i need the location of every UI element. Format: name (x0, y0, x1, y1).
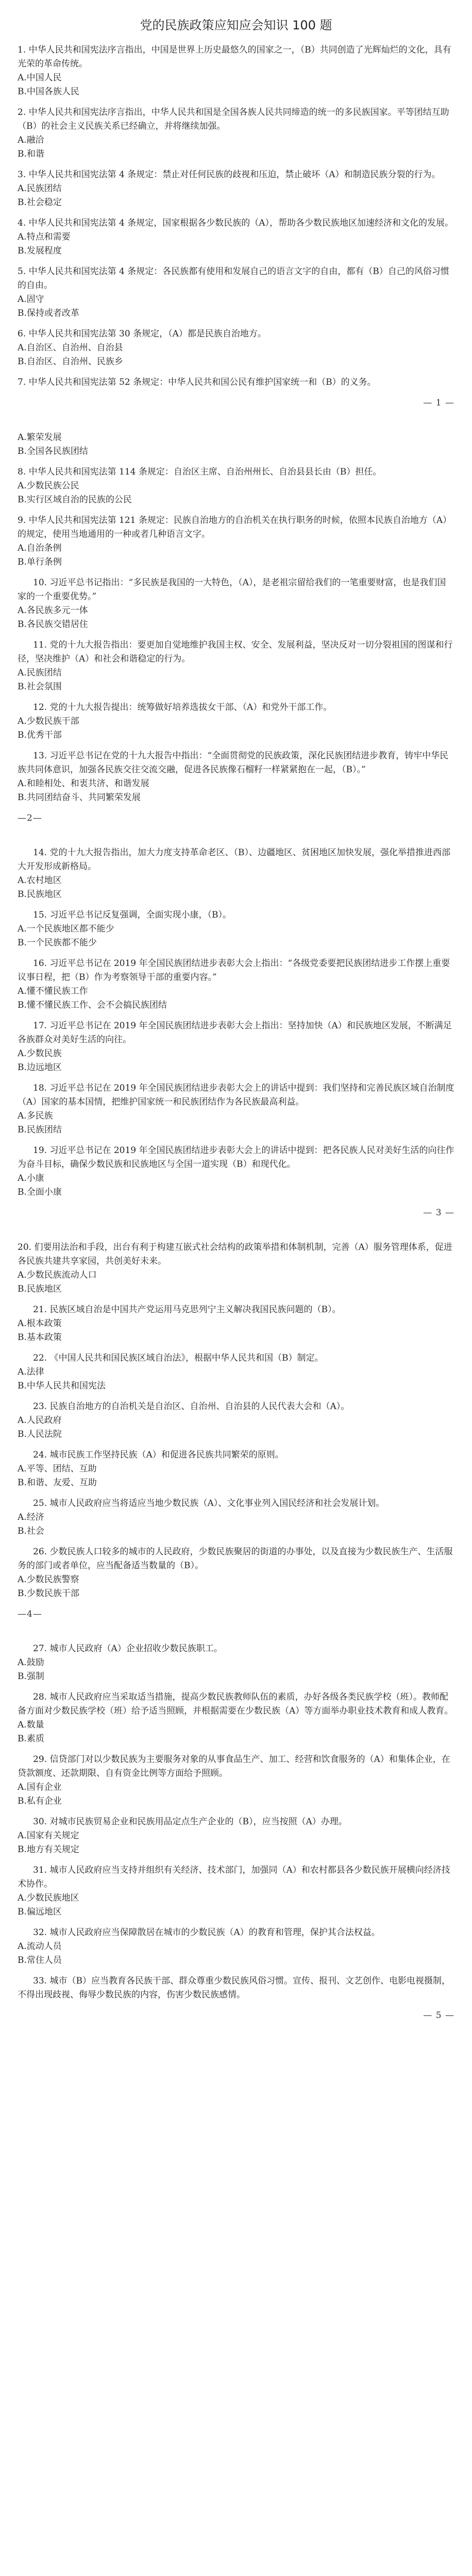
question-item (18, 1497, 454, 1538)
answer-option: B.社会稳定 (18, 197, 62, 208)
answer-option: A.少数民族地区 (18, 1893, 79, 1903)
question-text (18, 1019, 454, 1047)
question-text (18, 1241, 454, 1268)
answer-option: B.偏远地区 (18, 1907, 62, 1917)
question-text (18, 1642, 454, 1656)
question-text (18, 638, 454, 666)
answer-option: A.各民族多元一体 (18, 605, 88, 616)
question-text (18, 1144, 454, 1172)
question-number: 12. (33, 702, 47, 713)
question-body: 少数民族人口较多的城市的人民政府，少数民族聚居的街道的办事处，以及直接为少数民族生产、生活服务的部门或者单位，应当配备适当数量的（B）。 (18, 1547, 453, 1571)
answer-option: A.和睦相处、和衷共济、和谐发展 (18, 778, 149, 789)
answer-option: B.少数民族干部 (18, 1588, 79, 1599)
question-number: 11. (33, 640, 47, 650)
answer-option: A.少数民族公民 (18, 481, 79, 491)
answer-option: B.民族地区 (18, 889, 62, 900)
question-body: 习近平总书记在 2019 年全国民族团结进步表彰大会上的讲话中提到：把各民族人民对美好生活的向往作为奋斗目标，确保少数民族和民族地区与全国一道实现（B）和现代化。 (18, 1145, 454, 1170)
question-text (18, 1545, 454, 1573)
answer-option: B.地方有关规定 (18, 1844, 79, 1855)
question-text (18, 376, 454, 389)
answer-option: A.人民政府 (18, 1415, 62, 1426)
question-text (18, 1974, 454, 2002)
answer-option: A.中国人民 (18, 73, 62, 83)
question-item (18, 1081, 454, 1137)
question-number: 26. (33, 1547, 47, 1557)
answer-option: B.私有企业 (18, 1796, 62, 1806)
answer-option: A.民族团结 (18, 668, 62, 678)
question-item (18, 957, 454, 1012)
question-text (18, 265, 454, 293)
answer-option: B.社会氛围 (18, 682, 62, 692)
answer-option: B.保持或者改革 (18, 308, 79, 318)
question-body: 中华人民共和国宪法第 4 条规定，国家根据各少数民族的（A），帮助各少数民族地区加速经济和文化的发展。 (26, 218, 454, 228)
question-number: 22. (33, 1353, 47, 1363)
answer-option: B.和谐、友爱、互助 (18, 1478, 97, 1488)
document-title: 党的民族政策应知应会知识 100 题 (140, 18, 332, 32)
question-body: 习近平总书记在党的十九大报告中指出：“全面贯彻党的民族政策，深化民族团结进步教育，铸牢中华民族共同体意识，加强各民族交往交流交融，促进各民族像石榴籽一样紧紧抱在一起，（B）。” (18, 751, 449, 775)
question-body: 《中国人民共和国民族区域自治法》，根据中华人民共和国（B）制定。 (47, 1353, 324, 1363)
answer-option: B.社会 (18, 1526, 44, 1536)
answer-option: A.自治区、自治州、自治县 (18, 343, 123, 353)
question-item (18, 168, 454, 210)
question-body: 中华人民共和国宪法第 52 条规定：中华人民共和国公民有维护国家统一和（B）的义务。 (26, 377, 376, 387)
answer-option: A.国家有关规定 (18, 1831, 79, 1841)
question-text (18, 1926, 454, 1940)
question-item (18, 1926, 454, 1968)
question-item (18, 1642, 454, 1684)
question-body: 信贷部门对以少数民族为主要服务对象的从事食品生产、加工、经营和饮食服务的（A）和集体企业，在贷款额度、还款期限、自有资金比例等方面给予照顾。 (18, 1754, 450, 1778)
question-text (18, 1400, 454, 1414)
question-number: 30. (33, 1817, 47, 1827)
question-text (18, 1351, 454, 1365)
question-text (18, 1815, 454, 1829)
document-body (18, 43, 454, 2023)
question-text (18, 106, 454, 133)
question-body: 城市（B）应当教育各民族干部、群众尊重少数民族风俗习惯。宣传、报刊、文艺创作、电影电视摄制，不得出现歧视、侮辱少数民族的内容，伤害少数民族感情。 (18, 1976, 450, 2000)
question-text (18, 908, 454, 922)
question-body: 中华人民共和国宪法第 4 条规定：禁止对任何民族的歧视和压迫，禁止破坏（A）和制造民族分裂的行为。 (26, 170, 441, 180)
answer-option: A.多民族 (18, 1111, 53, 1121)
answer-option: A.一个民族地区都不能少 (18, 924, 114, 934)
question-item (18, 1400, 454, 1442)
page-number: —4— (18, 1609, 42, 1619)
question-item (18, 1351, 454, 1393)
question-body: 党的十九大报告提出：统筹做好培养选拔女干部、（A）和党外干部工作。 (47, 702, 332, 713)
question-number: 27. (33, 1643, 47, 1654)
answer-option: A.融洽 (18, 135, 44, 145)
question-item (18, 1815, 454, 1857)
question-number: 10. (33, 578, 47, 588)
answer-option: B.全国各民族团结 (18, 446, 88, 456)
answer-option: A.经济 (18, 1512, 44, 1522)
question-text (18, 168, 454, 182)
answer-option: B.各民族交错居住 (18, 619, 88, 630)
question-body: 中华人民共和国宪法序言指出，中国是世界上历史最悠久的国家之一，（B）共同创造了光辉灿烂的文化，具有光荣的革命传统。 (18, 45, 451, 69)
answer-option: B.素质 (18, 1734, 44, 1744)
answer-option: B.强制 (18, 1671, 44, 1682)
answer-option: B.民族地区 (18, 1284, 62, 1294)
question-item (18, 638, 454, 694)
answer-option: B.和谐 (18, 149, 44, 159)
question-item (18, 846, 454, 902)
question-item (18, 1690, 454, 1746)
answer-option: B.中华人民共和国宪法 (18, 1381, 106, 1391)
question-body: 习近平总书记在 2019 年全国民族团结进步表彰大会上指出：坚持加快（A）和民族地区发展，不断满足各族群众对美好生活的向往。 (18, 1021, 452, 1045)
answer-option: B.自治区、自治州、民族乡 (18, 357, 123, 367)
question-number: 31. (33, 1865, 47, 1875)
answer-option: A.特点和需要 (18, 232, 71, 242)
question-number: 25. (33, 1498, 47, 1509)
page-number: — 3 — (423, 1208, 454, 1218)
question-item (18, 514, 454, 569)
page-number: —2— (18, 813, 42, 823)
question-number: 4. (18, 218, 26, 228)
answer-option: A.平等、团结、互助 (18, 1464, 97, 1474)
question-text (18, 43, 454, 71)
question-body: 习近平总书记反复强调，全面实现小康，（B）。 (47, 910, 231, 920)
answer-option: A.数量 (18, 1720, 44, 1730)
question-body: 中华人民共和国宪法第 114 条规定：自治区主席、自治州州长、自治县县长由（B）担任。 (26, 467, 382, 477)
answer-option: A.鼓励 (18, 1657, 44, 1668)
answer-option: A.繁荣发展 (18, 432, 62, 443)
question-item (18, 701, 454, 742)
answer-option: B.单行条例 (18, 557, 62, 567)
answer-option: B.共同团结奋斗、共同繁荣发展 (18, 792, 141, 803)
question-item (18, 327, 454, 369)
question-number: 24. (33, 1450, 47, 1460)
answer-option: B.人民法院 (18, 1429, 62, 1439)
question-item (18, 376, 454, 389)
question-body: 习近平总书记指出：“多民族是我国的一大特色，（A），是老祖宗留给我们的一笔重要财富，也是我们国家的一个重要优势。” (18, 578, 446, 602)
answer-option: A.根本政策 (18, 1318, 62, 1329)
question-item (18, 431, 454, 459)
question-body: 们要用法治和手段，出台有利于构建互嵌式社会结构的政策举措和体制机制，完善（A）服务管理体系，促进各民族共建共享家园，共创美好未来。 (18, 1242, 452, 1266)
answer-option: B.基本政策 (18, 1332, 62, 1343)
question-item (18, 265, 454, 320)
answer-option: B.一个民族都不能少 (18, 938, 97, 948)
question-number: 21. (33, 1304, 47, 1315)
question-number: 18. (33, 1083, 47, 1093)
question-number: 16. (33, 958, 47, 969)
question-item (18, 749, 454, 805)
answer-option: A.懂不懂民族工作 (18, 986, 88, 996)
question-body: 城市人民政府（A）企业招收少数民族职工。 (47, 1643, 223, 1654)
answer-option: B.全面小康 (18, 1187, 62, 1197)
question-body: 城市人民政府应当将适应当地少数民族（A）、文化事业列入国民经济和社会发展计划。 (47, 1498, 385, 1509)
question-body: 习近平总书记在 2019 年全国民族团结进步表彰大会上指出：“各级党委要把民族团结进步工作摆上重要议事日程，把（B）作为考察领导干部的重要内容。” (18, 958, 450, 982)
answer-option: B.民族团结 (18, 1125, 62, 1135)
question-text (18, 216, 454, 230)
question-number: 2. (18, 107, 26, 117)
question-text (18, 701, 454, 715)
question-body: 党的十九大报告指出：要更加自觉地维护我国主权、安全、发展利益，坚决反对一切分裂祖国的图谋和行径，坚决维护（A）和社会和谐稳定的行为。 (18, 640, 453, 664)
question-item (18, 1303, 454, 1345)
question-item (18, 106, 454, 161)
question-item (18, 43, 454, 99)
question-number: 28. (33, 1692, 47, 1702)
question-number: 29. (33, 1754, 47, 1765)
question-number: 8. (18, 467, 26, 477)
answer-option: A.国有企业 (18, 1782, 62, 1792)
answer-option: B.边远地区 (18, 1062, 62, 1073)
question-item (18, 216, 454, 258)
question-body: 习近平总书记在 2019 年全国民族团结进步表彰大会上的讲话中提到：我们坚持和完善民族区域自治制度（A）国家的基本国情，把维护国家统一和民族团结作为各民族最高利益。 (18, 1083, 454, 1107)
question-body: 民族区域自治是中国共产党运用马克思列宁主义解决我国民族问题的（B）。 (47, 1304, 341, 1315)
question-number: 33. (33, 1976, 47, 1986)
question-body: 城市民族工作坚持民族（A）和促进各民族共同繁荣的原则。 (47, 1450, 284, 1460)
question-item (18, 1448, 454, 1490)
answer-option: A.法律 (18, 1367, 44, 1377)
question-body: 中华人民共和国宪法第 30 条规定，（A）都是民族自治地方。 (26, 329, 266, 339)
question-text (18, 465, 454, 479)
question-text (18, 1448, 454, 1462)
question-number: 23. (33, 1401, 47, 1412)
question-item (18, 908, 454, 950)
answer-option: B.优秀干部 (18, 730, 62, 740)
question-text (18, 1081, 454, 1109)
question-item (18, 1863, 454, 1919)
page-number: — 1 — (423, 398, 454, 408)
question-body: 中华人民共和国宪法序言指出，中华人民共和国是全国各族人民共同缔造的统一的多民族国家。平等团结互助（B）的社会主义民族关系已经确立，并将继续加强。 (18, 107, 449, 131)
question-text (18, 514, 454, 541)
answer-option: A.小康 (18, 1173, 44, 1183)
question-body: 民族自治地方的自治机关是自治区、自治州、自治县的人民代表大会和（A）。 (47, 1401, 350, 1412)
question-text (18, 327, 454, 341)
answer-option: A.少数民族干部 (18, 716, 79, 726)
question-item (18, 1241, 454, 1296)
answer-option: A.农村地区 (18, 875, 62, 886)
question-number: 19. (33, 1145, 47, 1156)
answer-option: A.少数民族警察 (18, 1574, 79, 1585)
answer-option: A.流动人员 (18, 1941, 62, 1952)
answer-option: A.固守 (18, 294, 44, 304)
question-number: 20. (18, 1242, 32, 1252)
question-text (18, 749, 454, 777)
question-text (18, 957, 454, 985)
question-body: 中华人民共和国宪法第 4 条规定：各民族都有使用和发展自己的语言文字的自由，都有（B）自己的风俗习惯的自由。 (18, 266, 449, 291)
question-text (18, 1690, 454, 1718)
page-number: — 5 — (423, 2010, 454, 2021)
question-item (18, 1753, 454, 1808)
question-number: 13. (33, 751, 47, 761)
question-number: 9. (18, 515, 26, 526)
answer-option: A.自治条例 (18, 543, 62, 553)
question-body: 党的十九大报告指出，加大力度支持革命老区、（B）、边疆地区、贫困地区加快发展，强化举措推进西部大开发形成新格局。 (18, 848, 450, 872)
answer-option: A.少数民族流动人口 (18, 1270, 97, 1280)
question-item (18, 1144, 454, 1199)
question-item (18, 465, 454, 507)
question-body: 中华人民共和国宪法第 121 条规定：民族自治地方的自治机关在执行职务的时候，依照本民族自治地方（A）的规定，使用当地通用的一种或者几种语言文字。 (18, 515, 452, 539)
answer-option: B.常住人员 (18, 1955, 62, 1965)
question-item (18, 576, 454, 632)
question-item (18, 1974, 454, 2002)
question-number: 3. (18, 170, 26, 180)
question-body: 对城市民族贸易企业和民族用品定点生产企业的（B），应当按照（A）办理。 (47, 1817, 347, 1827)
question-number: 1. (18, 45, 26, 55)
question-body: 城市人民政府应当支持并组织有关经济、技术部门，加强同（A）和农村都县各少数民族开展横向经济技术协作。 (18, 1865, 450, 1889)
answer-option: A.民族团结 (18, 183, 62, 194)
question-number: 15. (33, 910, 47, 920)
question-text (18, 1497, 454, 1511)
question-number: 14. (33, 848, 47, 858)
answer-option: B.实行区域自治的民族的公民 (18, 495, 132, 505)
question-item (18, 1545, 454, 1601)
question-item (18, 1019, 454, 1075)
question-number: 32. (33, 1927, 47, 1938)
answer-option: A.少数民族 (18, 1048, 62, 1059)
question-number: 17. (33, 1021, 47, 1031)
question-text (18, 1863, 454, 1891)
answer-option: B.发展程度 (18, 246, 62, 256)
question-text (18, 846, 454, 874)
question-number: 7. (18, 377, 26, 387)
question-text (18, 576, 454, 604)
answer-option: B.中国各族人民 (18, 87, 79, 97)
question-number: 5. (18, 266, 26, 277)
question-text (18, 1303, 454, 1317)
answer-option: B.懂不懂民族工作、会不会搞民族团结 (18, 1000, 167, 1010)
question-body: 城市人民政府应当保障散居在城市的少数民族（A）的教育和管理，保护其合法权益。 (47, 1927, 380, 1938)
question-body: 城市人民政府应当采取适当措施，提高少数民族教师队伍的素质，办好各级各类民族学校（班）。教师配备方面对少数民族学校（班）给予适当照顾，并根据需要在少数民族（A）等方面举办职业技术教育和成人教育。 (18, 1692, 453, 1716)
question-text (18, 1753, 454, 1781)
question-number: 6. (18, 329, 26, 339)
